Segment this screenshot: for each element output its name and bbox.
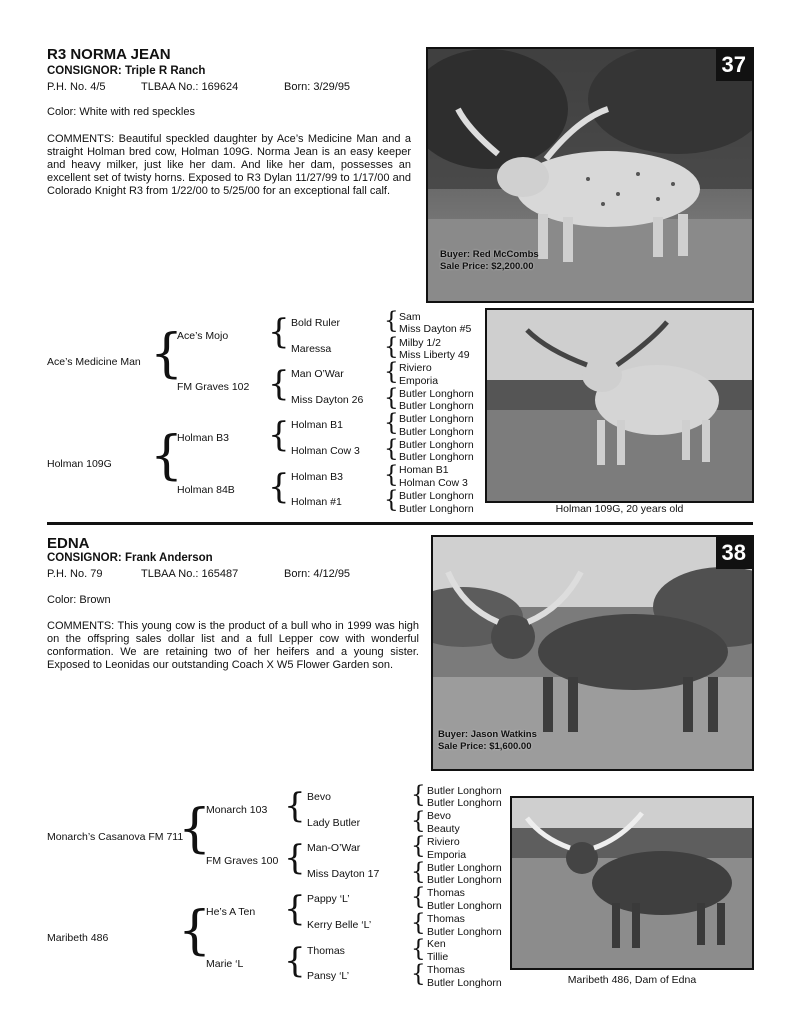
pedigree-gen4: Sam: [399, 311, 421, 323]
pedigree-brace: {: [384, 487, 399, 513]
pedigree-brace: {: [384, 462, 399, 488]
pedigree-gen3: Miss Dayton 17: [307, 868, 380, 880]
pedigree-gen4: Butler Longhorn: [399, 503, 474, 515]
pedigree-gen4: Thomas: [427, 887, 465, 899]
pedigree-gen4: Milby 1/2: [399, 337, 442, 349]
pedigree-dam: Maribeth 486: [47, 932, 109, 944]
ph-no: P.H. No. 4/5: [47, 81, 106, 93]
pedigree-brace: {: [150, 426, 184, 486]
pedigree-gen3: Lady Butler: [307, 817, 361, 829]
pedigree-gen2: Ace’s Mojo: [177, 330, 229, 342]
pedigree-gen4: Bevo: [427, 810, 451, 822]
comments: COMMENTS: This young cow is the product of a bull who in 1999 was high on the offspring sales dollar list and a full Lepper cow with wonderful conformation. We are retaining two of her heifers and a young sister. Exposed to Leonidas our outstanding Coach X W5 Flower Garden son.: [47, 620, 419, 671]
pedigree-gen3: Bold Ruler: [291, 317, 341, 329]
pedigree-gen3: Kerry Belle ‘L’: [307, 919, 372, 931]
born-date: Born: 3/29/95: [284, 81, 351, 93]
lot-name: R3 NORMA JEAN: [47, 46, 171, 63]
pedigree-brace: {: [178, 901, 212, 961]
pedigree-gen4: Ken: [427, 938, 446, 950]
pedigree-gen4: Butler Longhorn: [399, 439, 474, 451]
pedigree-brace: {: [384, 359, 399, 385]
pedigree-brace: {: [411, 961, 426, 987]
comments: COMMENTS: Beautiful speckled daughter by Ace’s Medicine Man and a straight Holman bred cow, Holman 109G. Norma Jean is an easy keeper and heavy milker, just like her dam. And like her dam, possesses an excellent set of twisty horns. Exposed to R3 Dylan 11/27/99 to 1/17/00 and Colorado Knight R3 from 1/22/00 to 5/25/00 for an exceptional fall calf.: [47, 133, 411, 197]
pedigree-gen2: Marie ‘L: [206, 958, 244, 970]
pedigree-brace: {: [284, 786, 306, 826]
section-divider: [47, 522, 753, 525]
pedigree-brace: {: [411, 936, 426, 962]
ph-no: P.H. No. 79: [47, 568, 103, 580]
pedigree-gen4: Butler Longhorn: [399, 426, 474, 438]
pedigree-gen4: Homan B1: [399, 464, 449, 476]
born-date: Born: 4/12/95: [284, 568, 351, 580]
pedigree-gen3: Bevo: [307, 791, 331, 803]
pedigree-brace: {: [411, 910, 426, 936]
pedigree-brace: {: [411, 808, 426, 834]
consignor: CONSIGNOR: Frank Anderson: [47, 552, 213, 564]
pedigree-gen4: Butler Longhorn: [427, 862, 502, 874]
pedigree-brace: {: [411, 859, 426, 885]
pedigree-gen3: Pansy ‘L’: [307, 970, 350, 982]
pedigree-gen4: Miss Liberty 49: [399, 349, 470, 361]
pedigree-gen4: Beauty: [427, 823, 460, 835]
pedigree-brace: {: [411, 833, 426, 859]
pedigree-gen2: Holman 84B: [177, 484, 235, 496]
color-line: Color: White with red speckles: [47, 106, 195, 118]
pedigree-gen3: Miss Dayton 26: [291, 394, 364, 406]
pedigree-gen3: Holman B3: [291, 471, 343, 483]
dam-photo: [485, 308, 754, 503]
dam-photo: [510, 796, 754, 970]
buyer-caption: Buyer: Jason Watkins: [438, 729, 537, 740]
pedigree-gen4: Miss Dayton #5: [399, 323, 472, 335]
pedigree-brace: {: [384, 308, 399, 334]
pedigree-brace: {: [178, 799, 212, 859]
pedigree-gen4: Butler Longhorn: [427, 797, 502, 809]
pedigree-brace: {: [384, 334, 399, 360]
pedigree-brace: {: [268, 364, 290, 404]
pedigree-gen4: Thomas: [427, 913, 465, 925]
pedigree-gen3: Man-O’War: [307, 842, 361, 854]
pedigree-brace: {: [384, 410, 399, 436]
dam-photo-caption: Holman 109G, 20 years old: [555, 503, 684, 515]
lot-photo: [431, 535, 754, 771]
lot-photo: [426, 47, 754, 303]
pedigree-gen4: Butler Longhorn: [399, 451, 474, 463]
pedigree-gen2: FM Graves 100: [206, 855, 279, 867]
pedigree-gen4: Butler Longhorn: [427, 874, 502, 886]
dam-photo-caption: Maribeth 486, Dam of Edna: [567, 974, 697, 986]
pedigree-gen4: Thomas: [427, 964, 465, 976]
pedigree-brace: {: [268, 415, 290, 455]
pedigree-gen4: Butler Longhorn: [427, 900, 502, 912]
tlbaa-no: TLBAA No.: 165487: [141, 568, 239, 580]
pedigree-gen4: Holman Cow 3: [399, 477, 468, 489]
longhorn-photo: [512, 798, 752, 968]
pedigree-gen4: Butler Longhorn: [399, 388, 474, 400]
pedigree-brace: {: [150, 324, 184, 384]
pedigree-brace: {: [284, 838, 306, 878]
pedigree-gen3: Maressa: [291, 343, 332, 355]
pedigree-sire: Monarch’s Casanova FM 711: [47, 831, 184, 843]
pedigree-gen3: Thomas: [307, 945, 345, 957]
pedigree-brace: {: [284, 889, 306, 929]
pedigree-gen4: Riviero: [427, 836, 460, 848]
color-line: Color: Brown: [47, 594, 111, 606]
lot-number-badge: 38: [716, 537, 752, 569]
pedigree-brace: {: [411, 884, 426, 910]
pedigree-gen4: Butler Longhorn: [399, 490, 474, 502]
pedigree-brace: {: [268, 312, 290, 352]
pedigree-gen2: Holman B3: [177, 432, 229, 444]
pedigree-gen4: Emporia: [427, 849, 467, 861]
pedigree-gen4: Butler Longhorn: [427, 785, 502, 797]
pedigree-gen4: Butler Longhorn: [399, 400, 474, 412]
pedigree-gen4: Tillie: [427, 951, 449, 963]
pedigree-brace: {: [384, 385, 399, 411]
lot-name: EDNA: [47, 535, 90, 552]
pedigree-gen3: Holman B1: [291, 419, 343, 431]
pedigree-brace: {: [268, 467, 290, 507]
pedigree-brace: {: [411, 782, 426, 808]
sale-price-caption: Sale Price: $1,600.00: [438, 741, 532, 752]
pedigree-gen3: Pappy ‘L’: [307, 893, 350, 905]
pedigree-gen3: Man O’War: [291, 368, 344, 380]
pedigree-gen4: Butler Longhorn: [427, 977, 502, 989]
pedigree-gen4: Riviero: [399, 362, 432, 374]
pedigree-gen4: Butler Longhorn: [399, 413, 474, 425]
pedigree-gen3: Holman #1: [291, 496, 342, 508]
buyer-caption: Buyer: Red McCombs: [440, 249, 539, 260]
pedigree-gen2: He’s A Ten: [206, 906, 256, 918]
tlbaa-no: TLBAA No.: 169624: [141, 81, 239, 93]
lot-number-badge: 37: [716, 49, 752, 81]
pedigree-gen4: Emporia: [399, 375, 439, 387]
pedigree-gen2: Monarch 103: [206, 804, 268, 816]
pedigree-gen2: FM Graves 102: [177, 381, 250, 393]
pedigree-dam: Holman 109G: [47, 458, 112, 470]
pedigree-sire: Ace’s Medicine Man: [47, 356, 141, 368]
pedigree-gen4: Butler Longhorn: [427, 926, 502, 938]
consignor: CONSIGNOR: Triple R Ranch: [47, 65, 206, 77]
pedigree-brace: {: [284, 941, 306, 981]
longhorn-photo: [487, 310, 752, 501]
pedigree-brace: {: [384, 436, 399, 462]
pedigree-gen3: Holman Cow 3: [291, 445, 360, 457]
sale-price-caption: Sale Price: $2,200.00: [440, 261, 534, 272]
